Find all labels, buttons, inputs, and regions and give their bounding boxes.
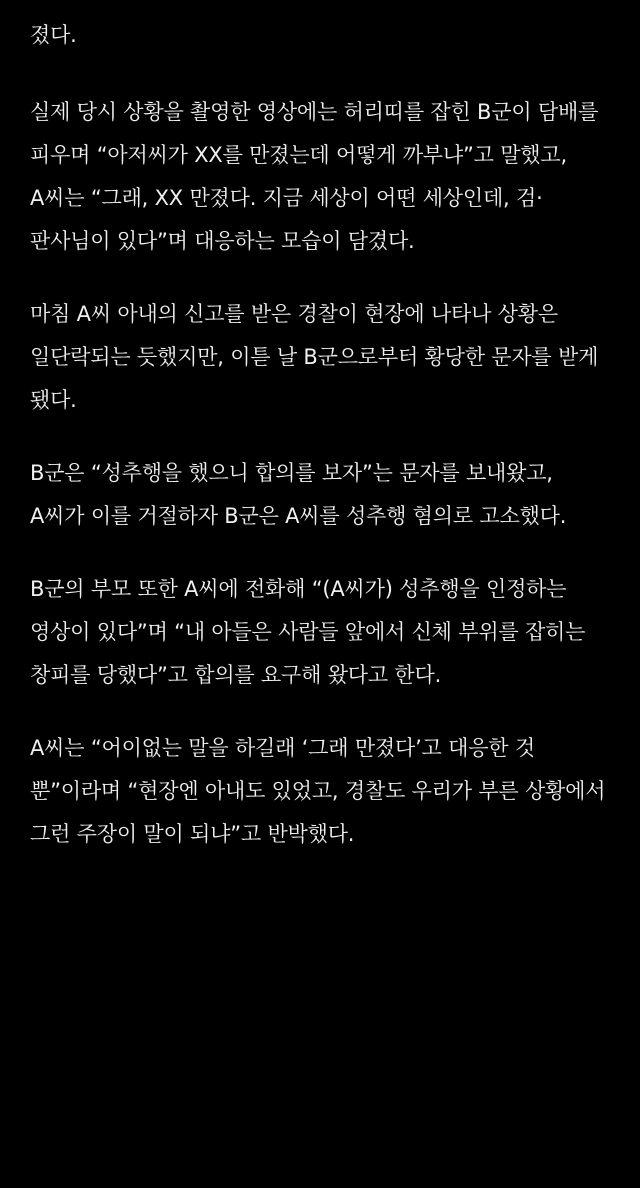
article-paragraph: B군의 부모 또한 A씨에 전화해 “(A씨가) 성추행을 인정하는 영상이 있다”며 “내 아들은 사람들 앞에서 신체 부위를 잡히는 창피를 당했다”고 합의를 요구해 왔다고 한다. (30, 577, 592, 687)
article-paragraph: 마침 A씨 아내의 신고를 받은 경찰이 현장에 나타나 상황은 일단락되는 듯했지만, 이튿 날 B군으로부터 황당한 문자를 받게 됐다. (30, 302, 605, 412)
article-paragraph: 졌다. (30, 23, 77, 47)
article-paragraph: 실제 당시 상황을 촬영한 영상에는 허리띠를 잡힌 B군이 담배를 피우며 “아저씨가 XX를 만졌는데 어떻게 까부냐”고 말했고, A씨는 “그래, XX 만졌다. 지금 세상이 어떤 세상인데, 검·판사님이 있다”며 대응하는 모습이 담겼다. (30, 100, 605, 253)
article-paragraph: B군은 “성추행을 했으니 합의를 보자”는 문자를 보내왔고, A씨가 이를 거절하자 B군은 A씨를 성추행 혐의로 고소했다. (30, 461, 567, 528)
article-paragraph: A씨는 “어이없는 말을 하길래 ‘그래 만졌다’고 대응한 것 뿐”이라며 “현장엔 아내도 있었고, 경찰도 우리가 부른 상황에서 그런 주장이 말이 되냐”고 반박했다. (30, 736, 612, 846)
